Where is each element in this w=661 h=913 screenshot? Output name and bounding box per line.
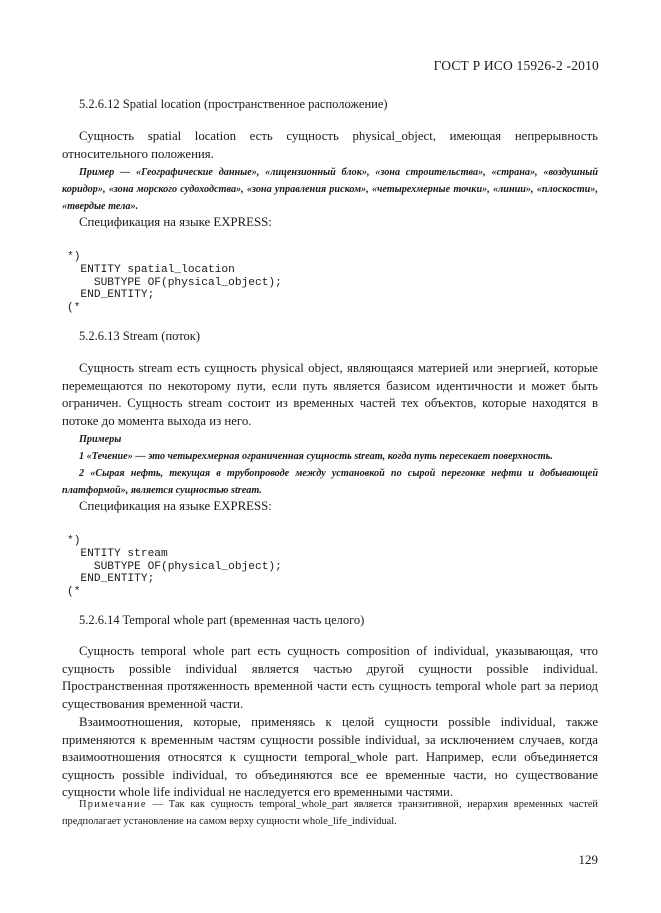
paragraph-temporal-whole-part-1: Сущность temporal whole part есть сущность composition of individual, указывающая, что сущность possible individual является частью другой сущности possible individual. Пространственная протяженность временной части есть сущность temporal whole part за период существования временной части. xyxy=(62,644,598,711)
express-code-stream: *) ENTITY stream SUBTYPE OF(physical_object); END_ENTITY; (* xyxy=(67,535,282,599)
section-title-spatial-location: 5.2.6.12 Spatial location (пространственное расположение) xyxy=(79,97,388,111)
examples-heading: Примеры xyxy=(79,434,122,445)
express-spec-label: Спецификация на языке EXPRESS: xyxy=(79,499,272,513)
page-number: 129 xyxy=(578,852,598,867)
section-title-stream: 5.2.6.13 Stream (поток) xyxy=(79,329,201,343)
note-temporal-whole-part: Примечание — Так как сущность temporal_whole_part является транзитивной, иерархия временных частей предполагает установление на самом верху сущности whole_life_individual. xyxy=(62,799,598,827)
express-code-spatial-location: *) ENTITY spatial_location SUBTYPE OF(physical_object); END_ENTITY; (* xyxy=(67,251,282,315)
example-stream-1: 1 «Течение» — это четырехмерная ограниченная сущность stream, когда путь пересекает поверхность. xyxy=(79,451,553,462)
express-spec-label: Спецификация на языке EXPRESS: xyxy=(79,215,272,229)
standard-header: ГОСТ Р ИСО 15926-2 -2010 xyxy=(433,58,599,73)
section-title-temporal-whole-part: 5.2.6.14 Temporal whole part (временная часть целого) xyxy=(79,613,365,627)
paragraph-stream: Сущность stream есть сущность physical object, являющаяся материей или энергией, которые перемещаются по некоторому пути, если путь является базисом идентичности и может быть ограничен. Сущность stream состоит из временных частей тех объектов, которые находятся в потоке до момента выхода из него. xyxy=(62,361,598,428)
paragraph-temporal-whole-part-2: Взаимоотношения, которые, применяясь к целой сущности possible individual, также применяются к временным частям сущности possible individual, за исключением случаев, когда взаимоотношения относятся к сущности temporal_whole part. Например, если объединяется сущность possible individual, то объединяются все ее временные части, но существование сущности whole life individual не наследуется его временными частями. xyxy=(62,715,598,800)
example-stream-2: 2 «Сырая нефть, текущая в трубопроводе между установкой по сырой перегонке нефти и добывающей платформой», является сущностью stream. xyxy=(62,468,598,496)
paragraph-spatial-location: Сущность spatial location есть сущность physical_object, имеющая непрерывность относительного положения. xyxy=(62,129,598,161)
example-spatial-location: Пример — «Географические данные», «лицензионный блок», «зона строительства», «страна», «воздушный коридор», «зона морского судоходства», «зона управления риском», «четырехмерные точки», «линии», «плоскости», «твердые тела». xyxy=(62,167,598,212)
